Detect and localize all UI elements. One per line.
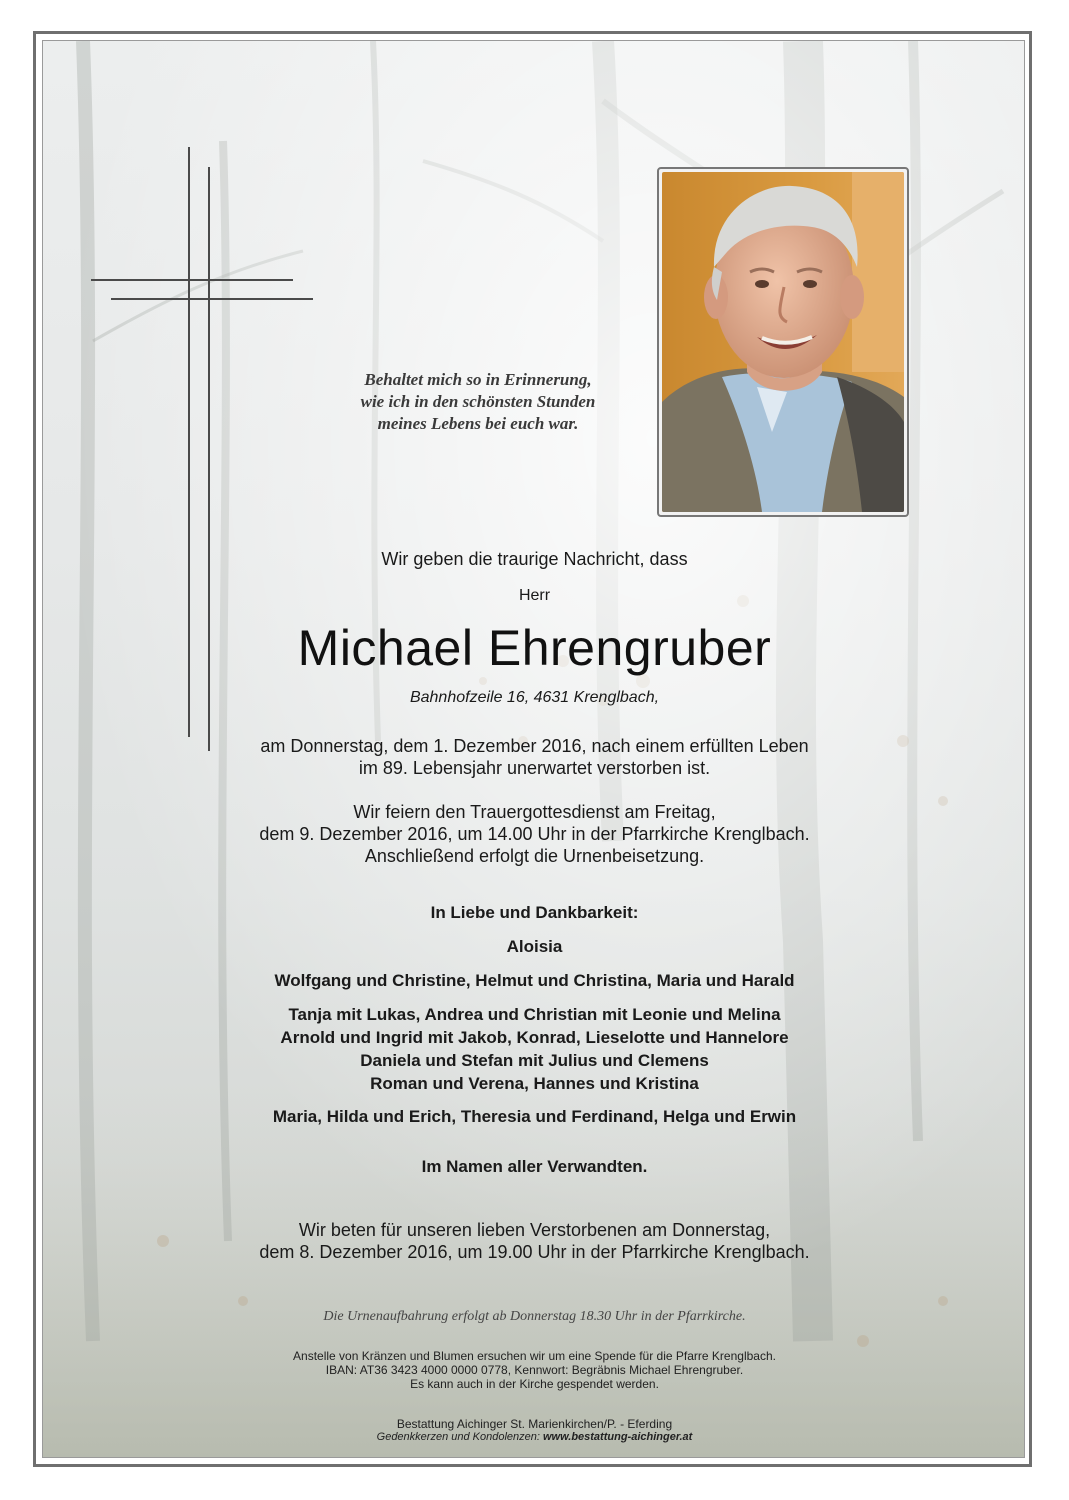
urn-note: Die Urnenaufbahrung erfolgt ab Donnerstag 18.30 Uhr in der Pfarrkirche. xyxy=(323,1309,746,1324)
grandchildren-line: Tanja mit Lukas, Andrea und Christian mit Leonie und Melina xyxy=(288,1005,781,1024)
service-line: Wir feiern den Trauergottesdienst am Freitag, xyxy=(353,802,716,822)
mourners-siblings: Maria, Hilda und Erich, Theresia und Ferdinand, Helga und Erwin xyxy=(272,1107,797,1126)
grandchildren-line: Roman und Verena, Hannes und Kristina xyxy=(370,1074,699,1093)
portrait-image xyxy=(662,172,904,512)
grandchildren-line: Daniela und Stefan mit Julius und Clemens xyxy=(360,1051,709,1070)
deceased-address: Bahnhofzeile 16, 4631 Krenglbach, xyxy=(409,689,660,706)
service-info xyxy=(43,801,1025,867)
quote-line: meines Lebens bei euch war. xyxy=(377,414,579,433)
portrait-photo xyxy=(657,167,909,517)
prayer-info xyxy=(43,1219,1025,1263)
donation-info xyxy=(43,1349,1025,1391)
salutation: Herr xyxy=(518,587,551,604)
service-line: Anschließend erfolgt die Urnenbeisetzung. xyxy=(364,846,705,866)
service-line: dem 9. Dezember 2016, um 14.00 Uhr in der Pfarrkirche Krenglbach. xyxy=(259,824,810,844)
website-link[interactable]: www.bestattung-aichinger.at xyxy=(543,1431,693,1443)
death-line: im 89. Lebensjahr unerwartet verstorben ist. xyxy=(358,758,711,778)
prayer-line: dem 8. Dezember 2016, um 19.00 Uhr in der Pfarrkirche Krenglbach. xyxy=(259,1242,810,1262)
condolence-label: Gedenkkerzen und Kondolenzen: xyxy=(376,1431,540,1443)
death-line: am Donnerstag, dem 1. Dezember 2016, nach einem erfüllten Leben xyxy=(260,736,809,756)
quote-line: Behaltet mich so in Erinnerung, xyxy=(364,370,592,389)
mourners-closing: Im Namen aller Verwandten. xyxy=(421,1157,648,1176)
notice-panel xyxy=(42,40,1025,1458)
mourners-spouse: Aloisia xyxy=(506,937,563,956)
death-announcement xyxy=(43,735,1025,779)
prayer-line: Wir beten für unseren lieben Verstorbenen am Donnerstag, xyxy=(298,1220,771,1240)
mourners-grandchildren xyxy=(43,1003,1025,1095)
condolence-line xyxy=(43,1431,1025,1443)
memorial-quote xyxy=(323,369,633,435)
deceased-name: Michael Ehrengruber xyxy=(297,620,772,676)
donation-line: Es kann auch in der Kirche gespendet werden. xyxy=(410,1377,659,1391)
donation-line: IBAN: AT36 3423 4000 0000 0778, Kennwort: Begräbnis Michael Ehrengruber. xyxy=(325,1363,744,1377)
quote-line: wie ich in den schönsten Stunden xyxy=(360,392,596,411)
mourners-children: Wolfgang und Christine, Helmut und Christina, Maria und Harald xyxy=(274,971,795,990)
intro-text: Wir geben die traurige Nachricht, dass xyxy=(381,549,688,569)
grandchildren-line: Arnold und Ingrid mit Jakob, Konrad, Lieselotte und Hannelore xyxy=(280,1028,789,1047)
undertaker-name: Bestattung Aichinger St. Marienkirchen/P. - Eferding xyxy=(396,1417,673,1431)
mourners-heading: In Liebe und Dankbarkeit: xyxy=(430,903,639,922)
donation-line: Anstelle von Kränzen und Blumen ersuchen wir um eine Spende für die Pfarre Krenglbach. xyxy=(293,1349,776,1363)
